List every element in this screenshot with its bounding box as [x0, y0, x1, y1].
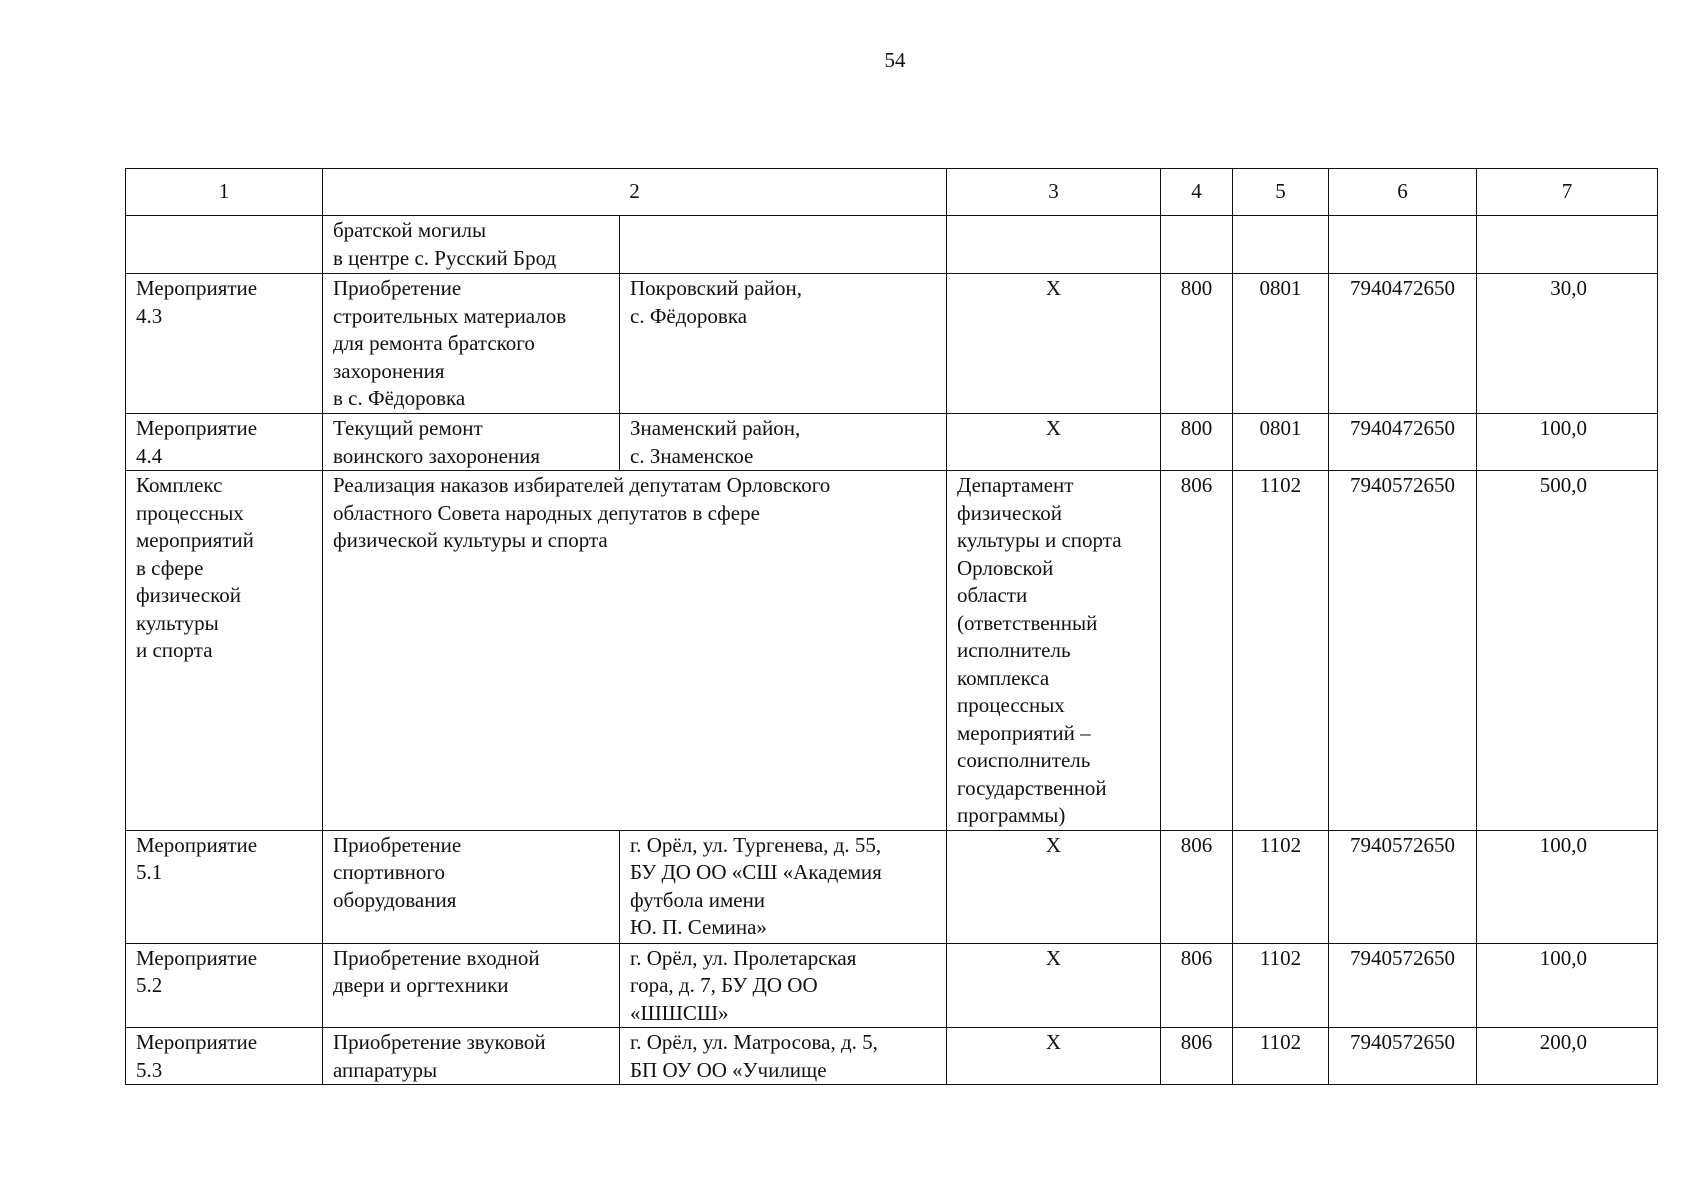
executor-cell [947, 216, 1161, 274]
code-cell: 806 [1161, 943, 1233, 1028]
header-cell: 5 [1233, 169, 1329, 216]
section-code-cell: 1102 [1233, 830, 1329, 943]
header-cell: 6 [1329, 169, 1477, 216]
section-code-cell: 1102 [1233, 943, 1329, 1028]
section-code-cell: 1102 [1233, 1028, 1329, 1085]
table-row [126, 274, 1658, 414]
executor-cell: Департамент физической культуры и спорта Орловской области (ответственный исполнитель комплекса процессных мероприятий – соисполнитель государственной программы) [947, 471, 1161, 831]
section-code-cell: 0801 [1233, 414, 1329, 471]
section-code-cell [1233, 216, 1329, 274]
activity-description-cell: Приобретение спортивного оборудования [323, 830, 620, 943]
code-cell: 806 [1161, 471, 1233, 831]
code-cell: 800 [1161, 274, 1233, 414]
code-cell: 800 [1161, 414, 1233, 471]
budget-table [125, 168, 1658, 1085]
amount-cell: 100,0 [1477, 830, 1658, 943]
table-row [126, 830, 1658, 943]
activity-description-cell: Текущий ремонт воинского захоронения [323, 414, 620, 471]
header-cell: 4 [1161, 169, 1233, 216]
target-article-cell: 7940572650 [1329, 471, 1477, 831]
header-cell: 2 [323, 169, 947, 216]
executor-cell: Х [947, 1028, 1161, 1085]
header-cell: 3 [947, 169, 1161, 216]
amount-cell [1477, 216, 1658, 274]
amount-cell: 100,0 [1477, 943, 1658, 1028]
table-row [126, 1028, 1658, 1085]
executor-cell: Х [947, 274, 1161, 414]
complex-description-cell: Реализация наказов избирателей депутатам Орловского областного Совета народных депутатов в сфере физической культуры и спорта [323, 471, 947, 831]
section-code-cell: 0801 [1233, 274, 1329, 414]
section-code-cell: 1102 [1233, 471, 1329, 831]
complex-name-cell: Комплекс процессных мероприятий в сфере физической культуры и спорта [126, 471, 323, 831]
target-article-cell: 7940572650 [1329, 830, 1477, 943]
activity-description-cell: Приобретение входной двери и оргтехники [323, 943, 620, 1028]
target-article-cell: 7940472650 [1329, 274, 1477, 414]
table-row [126, 471, 1658, 831]
executor-cell: Х [947, 943, 1161, 1028]
location-cell [620, 216, 947, 274]
executor-cell: Х [947, 414, 1161, 471]
amount-cell: 100,0 [1477, 414, 1658, 471]
table-row [126, 943, 1658, 1028]
activity-description-cell: Приобретение строительных материалов для ремонта братского захоронения в с. Фёдоровка [323, 274, 620, 414]
location-cell: г. Орёл, ул. Пролетарская гора, д. 7, БУ ДО ОО «ШШСШ» [620, 943, 947, 1028]
amount-cell: 500,0 [1477, 471, 1658, 831]
activity-name-cell [126, 216, 323, 274]
header-cell: 1 [126, 169, 323, 216]
executor-cell: Х [947, 830, 1161, 943]
code-cell: 806 [1161, 1028, 1233, 1085]
amount-cell: 200,0 [1477, 1028, 1658, 1085]
target-article-cell: 7940572650 [1329, 1028, 1477, 1085]
target-article-cell: 7940472650 [1329, 414, 1477, 471]
column-number-header-row [126, 169, 1658, 216]
code-cell: 806 [1161, 830, 1233, 943]
activity-name-cell: Мероприятие 5.3 [126, 1028, 323, 1085]
location-cell: г. Орёл, ул. Матросова, д. 5, БП ОУ ОО «Училище [620, 1028, 947, 1085]
table-row [126, 216, 1658, 274]
location-cell: Покровский район, с. Фёдоровка [620, 274, 947, 414]
activity-name-cell: Мероприятие 5.1 [126, 830, 323, 943]
target-article-cell [1329, 216, 1477, 274]
page-number: 54 [884, 48, 906, 72]
target-article-cell: 7940572650 [1329, 943, 1477, 1028]
location-cell: Знаменский район, с. Знаменское [620, 414, 947, 471]
activity-name-cell: Мероприятие 4.3 [126, 274, 323, 414]
amount-cell: 30,0 [1477, 274, 1658, 414]
table-row [126, 414, 1658, 471]
activity-description-cell: Приобретение звуковой аппаратуры [323, 1028, 620, 1085]
location-cell: г. Орёл, ул. Тургенева, д. 55, БУ ДО ОО «СШ «Академия футбола имени Ю. П. Семина» [620, 830, 947, 943]
activity-description-cell: братской могилы в центре с. Русский Брод [323, 216, 620, 274]
header-cell: 7 [1477, 169, 1658, 216]
activity-name-cell: Мероприятие 4.4 [126, 414, 323, 471]
code-cell [1161, 216, 1233, 274]
activity-name-cell: Мероприятие 5.2 [126, 943, 323, 1028]
